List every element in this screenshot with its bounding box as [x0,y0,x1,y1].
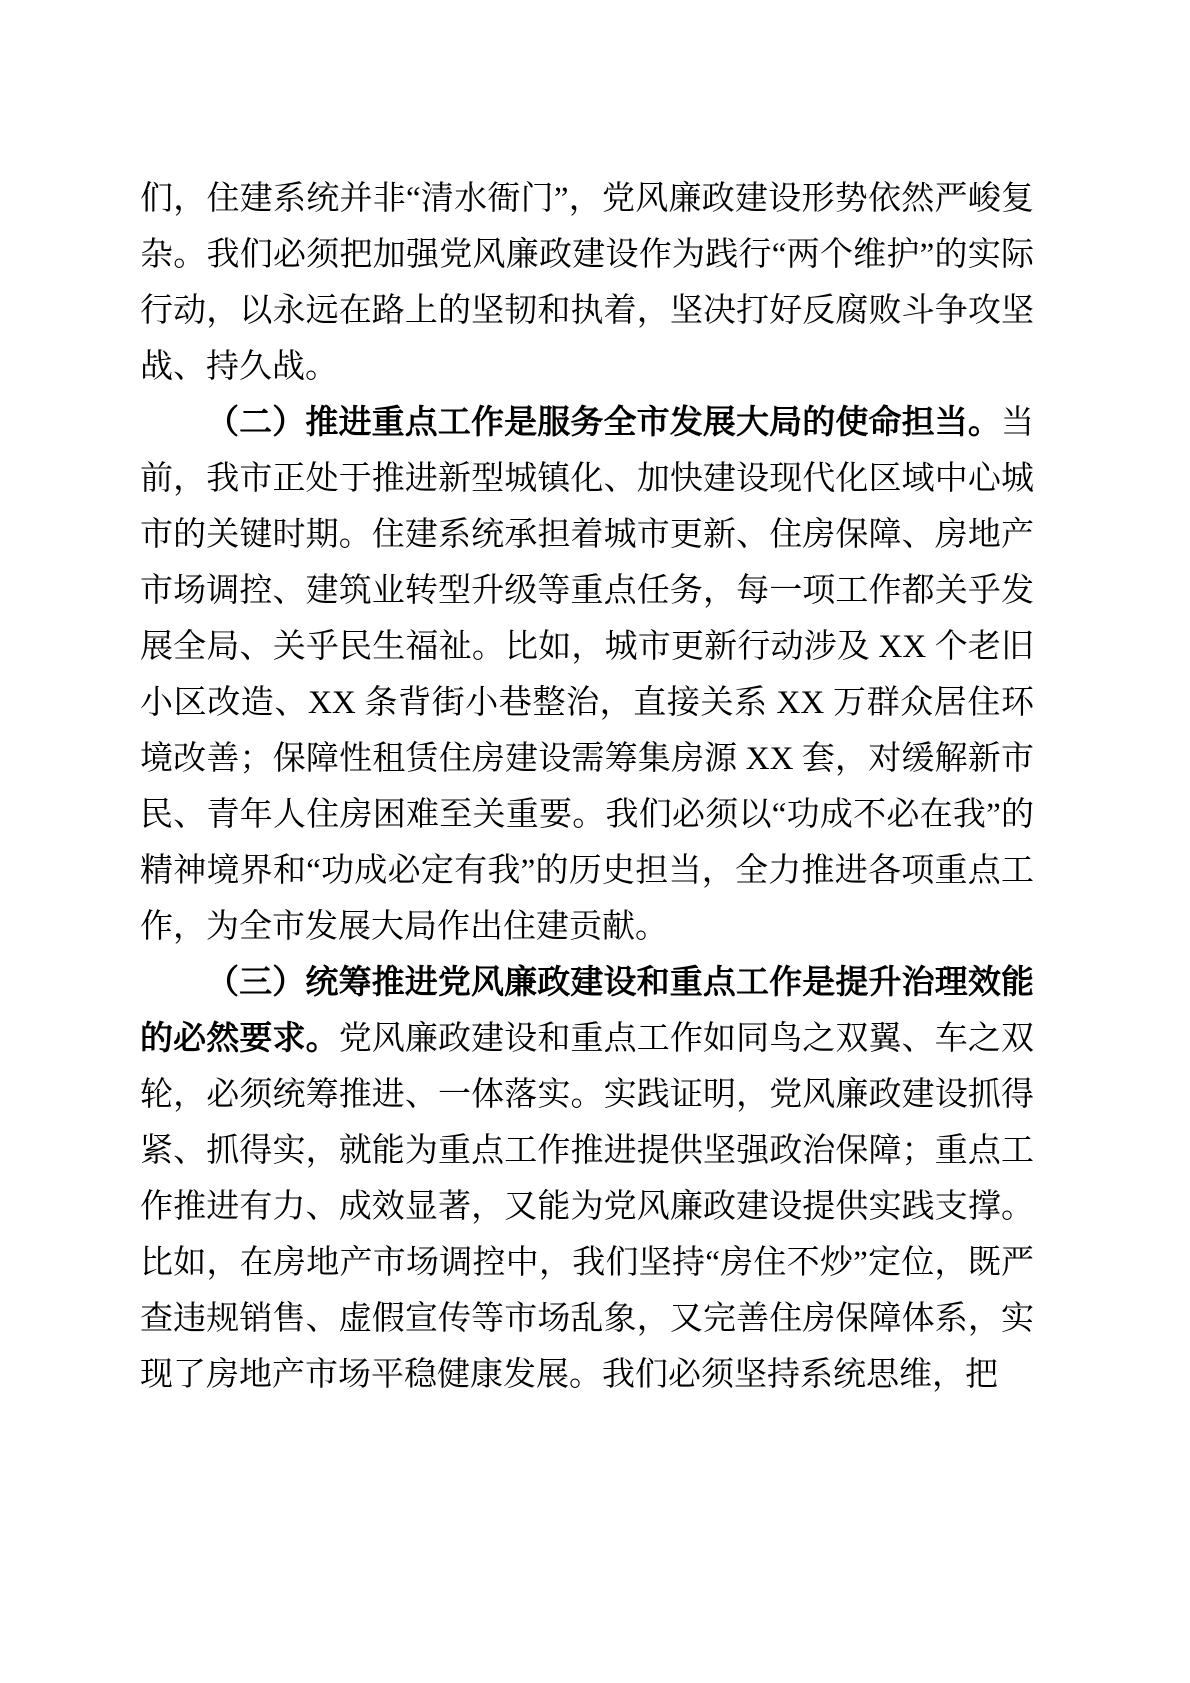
section-two-body-text: 当前，我市正处于推进新型城镇化、加快建设现代化区域中心城市的关键时期。住建系统承担着城市更新、住房保障、房地产市场调控、建筑业转型升级等重点任务，每一项工作都关乎发展全局、关乎民生福祉。比如，城市更新行动涉及 XX 个老旧小区改造、XX 条背街小巷整治，直接关系 XX 万群众居住环境改善；保障性租赁住房建设需筹集房源 XX 套，对缓解新市民、青年人住房困难至关重要。我们必须以“功成不必在我”的精神境界和“功成必定有我”的历史担当，全力推进各项重点工作，为全市发展大局作出住建贡献。 [140,405,1034,945]
paragraph-section-three [140,955,1034,1403]
section-two-heading: （二）推进重点工作是服务全市发展大局的使命担当。 [206,405,1001,441]
paragraph-continuation-text: 们，住建系统并非“清水衙门”，党风廉政建设形势依然严峻复杂。我们必须把加强党风廉政建设作为践行“两个维护”的实际行动，以永远在路上的坚韧和执着，坚决打好反腐败斗争攻坚战、持久战。 [140,181,1034,385]
paragraph-section-two [140,395,1034,955]
paragraph-continuation [140,171,1034,395]
document-body-text [140,171,1034,1403]
section-three-body-text: 党风廉政建设和重点工作如同鸟之双翼、车之双轮，必须统筹推进、一体落实。实践证明，党风廉政建设抓得紧、抓得实，就能为重点工作推进提供坚强政治保障；重点工作推进有力、成效显著，又能为党风廉政建设提供实践支撑。比如，在房地产市场调控中，我们坚持“房住不炒”定位，既严查违规销售、虚假宣传等市场乱象，又完善住房保障体系，实现了房地产市场平稳健康发展。我们必须坚持系统思维，把 [140,1021,1035,1393]
section-three-heading: （三）统筹推进党风廉政建设和重点工作是提升治理效能的必然要求。 [140,965,1034,1057]
